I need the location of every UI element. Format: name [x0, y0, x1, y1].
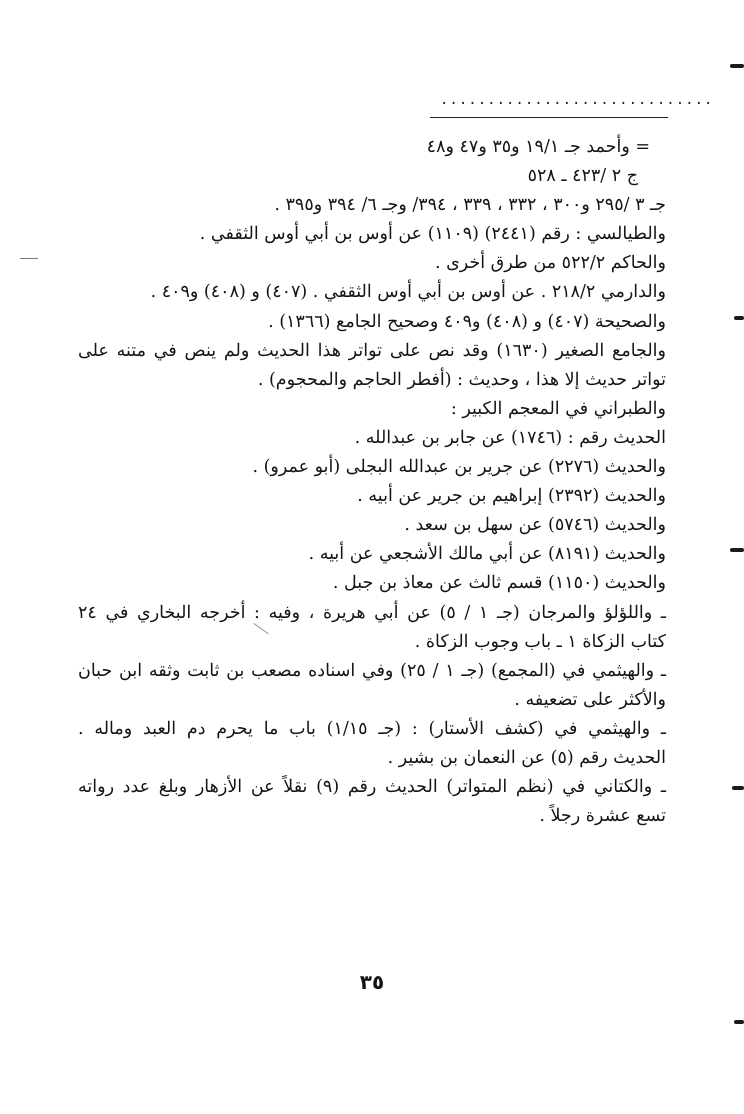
text-line: = وأحمد جـ ١٩/١ و٣٥ و٤٧ و٤٨ [426, 137, 650, 157]
text-line: والصحيحة (٤٠٧) و (٤٠٨) و٤٠٩ وصحيح الجامع (١٣٦٦) . [268, 311, 666, 332]
text-line: الحديث رقم (٥) عن النعمان بن بشير . [387, 747, 666, 768]
text-line: والطبراني في المعجم الكبير : [450, 398, 666, 419]
page-edge-mark [734, 1020, 744, 1024]
page-edge-mark [730, 548, 744, 552]
page-edge-mark [730, 64, 744, 68]
text-line: ـ واللؤلؤ والمرجان (جـ ١ / ٥) عن أبي هريرة ، وفيه : أخرجه البخاري في ٢٤ [78, 602, 666, 623]
text-line: الحديث رقم : (١٧٤٦) عن جابر بن عبدالله . [354, 427, 666, 448]
text-line: والطيالسي : رقم (٢٤٤١) (١١٠٩) عن أوس بن أبي أوس الثقفي . [199, 224, 666, 245]
text-line: والدارمي ٢١٨/٢ . عن أوس بن أبي أوس الثقفي . (٤٠٧) و (٤٠٨) و٤٠٩ . [150, 282, 666, 303]
scan-artifact [20, 258, 38, 259]
footnote-body [78, 133, 666, 831]
text-line: والحديث (٢٢٧٦) عن جرير بن عبدالله البجلى (أبو عمرو) . [252, 457, 666, 478]
page-number: ٣٥ [359, 970, 385, 994]
text-line: والجامع الصغير (١٦٣٠) وقد نص على تواتر هذا الحديث ولم ينص في متنه على [78, 340, 666, 361]
text-line: والحديث (٢٣٩٢) إبراهيم بن جرير عن أبيه . [357, 486, 666, 507]
text-line: والحديث (١١٥٠) قسم ثالث عن معاذ بن جبل . [332, 573, 666, 594]
text-line: ج ٢ /٤٢٣ ـ ٥٢٨ [527, 166, 638, 187]
text-line: والحديث (٥٧٤٦) عن سهل بن سعد . [404, 515, 666, 536]
text-line: والحاكم ٥٢٢/٢ من طرق أخرى . [434, 253, 666, 274]
text-line: ـ والهيثمي في (المجمع) (جـ ١ / ٢٥) وفي اسناده مصعب بن ثابت وثقه ابن حبان [78, 660, 666, 681]
text-line: ـ والكتاني في (نظم المتواتر) الحديث رقم (٩) نقلاً عن الأزهار وبلغ عدد رواته [78, 777, 667, 798]
text-line: جـ ٣ /٢٩٥ و٣٠٠ ، ٣٣٢ ، ٣٣٩ ، ٣٩٤/ وجـ ٦/ ٣٩٤ و٣٩٥ . [274, 195, 666, 216]
text-line: والحديث (٨١٩١) عن أبي مالك الأشجعي عن أبيه . [308, 544, 666, 565]
footnote-rule [430, 117, 668, 118]
text-line: والأكثر على تضعيفه . [514, 689, 666, 710]
dotted-separator: ............................. [440, 92, 714, 108]
page-edge-mark [732, 786, 744, 790]
page-edge-mark [734, 316, 744, 320]
text-line: ـ والهيثمي في (كشف الأستار) : (جـ ١/١٥) باب ما يحرم دم العبد وماله . [78, 718, 666, 739]
text-line: تسع عشرة رجلاً . [539, 806, 666, 827]
text-line: تواتر حديث إلا هذا ، وحديث : (أفطر الحاجم والمحجوم) . [257, 369, 666, 390]
text-line: كتاب الزكاة ١ ـ باب وجوب الزكاة . [414, 631, 666, 652]
